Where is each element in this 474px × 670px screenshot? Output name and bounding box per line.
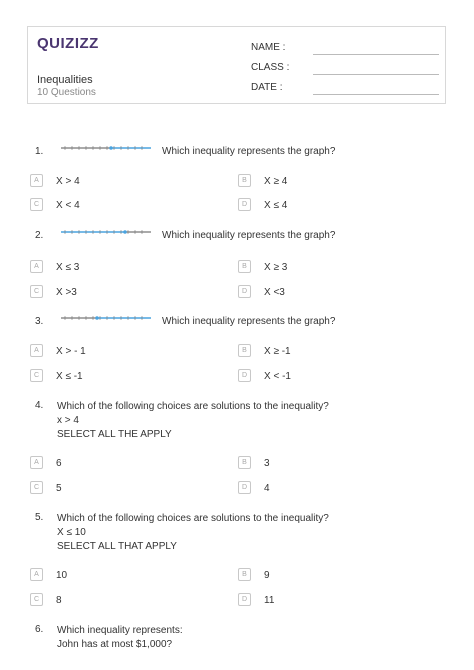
- number-line-graph: [59, 313, 155, 325]
- option-text: X ≤ 3: [56, 262, 80, 273]
- option-text: 4: [264, 483, 270, 494]
- date-line: [313, 94, 439, 95]
- option-text: X > - 1: [56, 346, 86, 357]
- option-letter-box: A: [30, 260, 43, 273]
- option-text: X ≤ -1: [56, 371, 83, 382]
- option-text: 11: [264, 595, 275, 606]
- option-letter-box: C: [30, 593, 43, 606]
- option-text: X >3: [56, 287, 77, 298]
- class-field[interactable]: [251, 62, 289, 73]
- question-line: SELECT ALL THE APPLY: [57, 429, 172, 440]
- question-text: Which inequality represents the graph?: [162, 230, 336, 241]
- name-field[interactable]: [251, 42, 285, 53]
- option-text: X ≥ 4: [264, 176, 288, 187]
- question-text: [57, 400, 329, 442]
- date-field[interactable]: [251, 82, 282, 93]
- option-letter-box: B: [238, 344, 251, 357]
- question-number: 3.: [35, 316, 44, 327]
- question-text: [57, 624, 183, 652]
- question-line: Which of the following choices are solutions to the inequality?: [57, 513, 329, 524]
- option-text: 8: [56, 595, 62, 606]
- name-label: NAME :: [251, 42, 286, 53]
- option-letter-box: C: [30, 285, 43, 298]
- question-line: Which inequality represents:: [57, 625, 183, 636]
- option-text: X < 4: [56, 200, 80, 211]
- name-line: [313, 54, 439, 55]
- worksheet-title: Inequalities: [37, 74, 93, 86]
- question-number: 5.: [35, 512, 44, 523]
- option-letter-box: D: [238, 198, 251, 211]
- option-letter-box: B: [238, 456, 251, 469]
- option-text: X ≥ -1: [264, 346, 291, 357]
- question-number: 6.: [35, 624, 44, 635]
- question-line: Which of the following choices are solutions to the inequality?: [57, 401, 329, 412]
- option-letter-box: D: [238, 285, 251, 298]
- option-letter-box: C: [30, 198, 43, 211]
- option-letter-box: A: [30, 456, 43, 469]
- option-letter-box: D: [238, 481, 251, 494]
- option-letter-box: A: [30, 174, 43, 187]
- question-number: 4.: [35, 400, 44, 411]
- option-letter-box: D: [238, 369, 251, 382]
- question-line: x > 4: [57, 415, 79, 426]
- question-number: 2.: [35, 230, 44, 241]
- question-line: SELECT ALL THAT APPLY: [57, 541, 177, 552]
- option-text: 5: [56, 483, 62, 494]
- option-letter-box: B: [238, 260, 251, 273]
- option-text: X <3: [264, 287, 285, 298]
- option-letter-box: A: [30, 344, 43, 357]
- option-text: X > 4: [56, 176, 80, 187]
- option-text: 10: [56, 570, 68, 581]
- question-text: Which inequality represents the graph?: [162, 316, 336, 327]
- quizizz-logo: QUIZIZZ: [37, 35, 99, 52]
- question-line: John has at most $1,000?: [57, 639, 173, 650]
- question-line: X ≤ 10: [57, 527, 86, 538]
- question-text: [57, 512, 329, 554]
- option-letter-box: A: [30, 568, 43, 581]
- option-letter-box: D: [238, 593, 251, 606]
- worksheet-header: [27, 26, 446, 104]
- date-label: DATE :: [251, 82, 283, 93]
- option-text: X ≤ 4: [264, 200, 288, 211]
- option-letter-box: C: [30, 481, 43, 494]
- question-number: 1.: [35, 146, 44, 157]
- option-text: 3: [264, 458, 270, 469]
- option-text: 9: [264, 570, 270, 581]
- option-letter-box: C: [30, 369, 43, 382]
- option-letter-box: B: [238, 568, 251, 581]
- class-line: [313, 74, 439, 75]
- option-letter-box: B: [238, 174, 251, 187]
- class-label: CLASS :: [251, 62, 290, 73]
- option-text: X < -1: [264, 371, 291, 382]
- option-text: 6: [56, 458, 62, 469]
- option-text: X ≥ 3: [264, 262, 288, 273]
- question-text: Which inequality represents the graph?: [162, 146, 336, 157]
- number-line-graph: [59, 143, 155, 155]
- number-line-graph: [59, 227, 155, 239]
- question-count: 10 Questions: [37, 87, 96, 98]
